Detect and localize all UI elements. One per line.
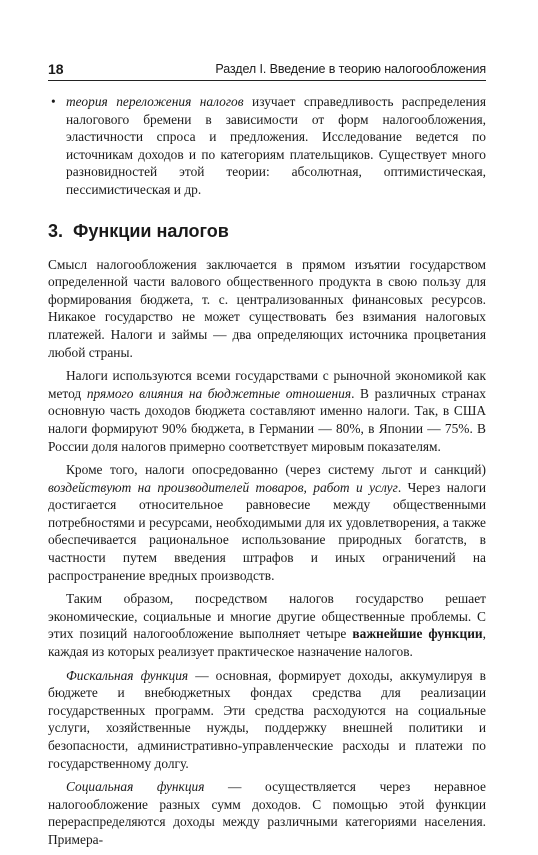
paragraph-1 (48, 256, 486, 362)
bullet-term: теория переложения налогов (66, 94, 244, 109)
page-number: 18 (48, 61, 64, 77)
paragraph-4-text-b: , каждая из которых реализует практическое назначение налогов. (48, 626, 486, 660)
paragraph-4 (48, 590, 486, 660)
paragraph-2-emphasis: прямого влияния на бюджетные отношения (86, 385, 352, 401)
paragraph-social-function (48, 778, 486, 848)
paragraph-2-text-a: Налоги используются всеми государствами с рыночной экономикой как метод (48, 368, 486, 401)
fiscal-function-term: Фискальная функция (66, 667, 189, 683)
bullet-item (48, 93, 486, 199)
paragraph-4-text-a: Таким образом, посредством налогов государство решает экономические, социальные и многие другие общественные проблемы. С этих позиций налогообложение выполняет четыре (48, 591, 486, 642)
section-number: 3. (48, 220, 64, 241)
fiscal-function-text: — основная, формирует доходы, аккумулируя в бюджете и внебюджетных фондах средства для реализации государственных программ. Эти средства расходуются на социальные услуги, хозяйственные нужды, поддержку внешней политики и безопасности, административно-управленческие расходы и платежи по государственному долгу. (48, 667, 486, 771)
paragraph-2 (48, 367, 486, 455)
paragraph-2-text-b: . В различных странах основную часть доходов бюджета составляют именно налоги. Так, в США налоги формируют 90% бюджета, в Германии — 80%, в Японии — 75%. В России доля налогов примерно соответствует мировым показателям. (48, 385, 486, 454)
running-head: Раздел I. Введение в теорию налогообложения (215, 62, 486, 76)
paragraph-3-text-b: . Через налоги достигается относительное равновесие между общественными потребностями и ресурсами, необходимыми для их удовлетворения, а также обеспечивается рациональное использование природных богатств, в частности путем введения штрафов и иных ограничений на распространение вредных производств. (48, 479, 486, 583)
page-body (48, 93, 486, 855)
paragraph-3-emphasis: воздействуют на производителей товаров, работ и услуг (48, 479, 398, 495)
social-function-term: Социальная функция (66, 779, 205, 795)
paragraph-fiscal-function (48, 667, 486, 773)
paragraph-1-text: Смысл налогообложения заключается в прямом изъятии государством определенной части валового общественного продукта в свою пользу для формирования бюджета, т. с. централизованных финансовых ресурсов. Никакое государство не может существовать без взимания налоговых платежей. Налоги и займы — два определяющих источника процветания любой страны. (48, 256, 486, 360)
section-heading (48, 220, 486, 242)
paragraph-4-bold: важнейшие функции (352, 626, 483, 642)
page-header (48, 58, 486, 81)
social-function-text: — осуществляется через неравное налогообложение разных сумм доходов. С помощью этой функции перераспределяются доходы между различными категориями населения. Примера- (48, 779, 486, 847)
bullet-text: изучает справедливость распределения налогового бремени в зависимости от форм налогообложения, эластичности спроса и предложения. Исследование ведется по источникам доходов и по категориям плательщиков. Существует много разновидностей этой теории: абсолютная, оптимистическая, пессимистическая и др. (66, 94, 486, 197)
paragraph-3-text-a: Кроме того, налоги опосредованно (через систему льгот и санкций) (66, 462, 486, 478)
section-title: Функции налогов (73, 220, 229, 241)
bullet-icon: • (51, 94, 56, 109)
paragraph-3 (48, 461, 486, 584)
